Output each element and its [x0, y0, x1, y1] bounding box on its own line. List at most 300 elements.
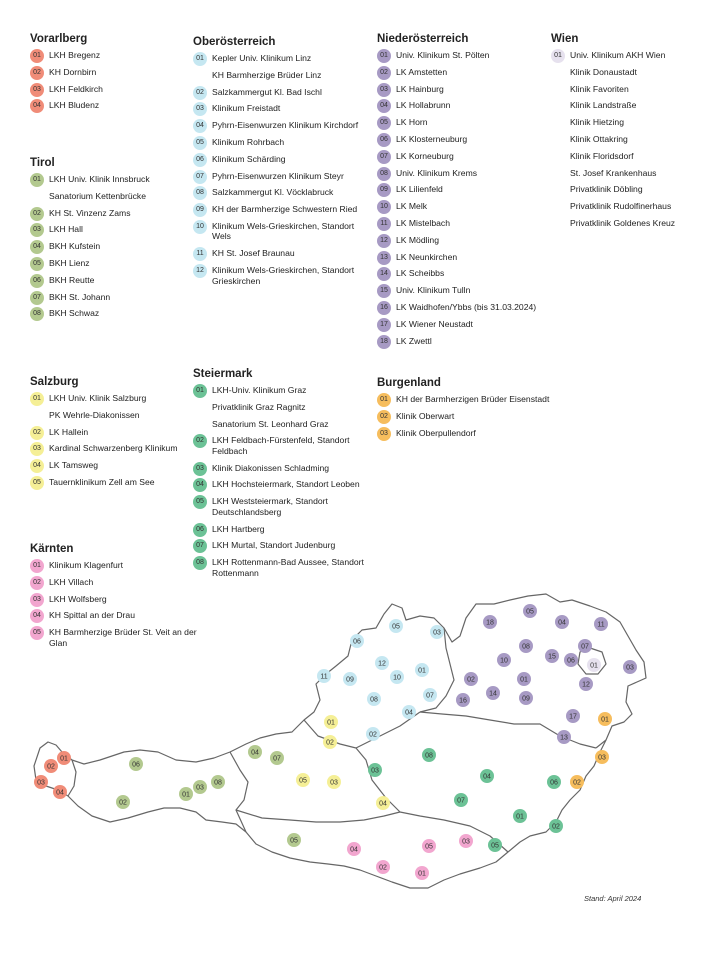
- hospital-number-badge: 17: [377, 318, 391, 332]
- hospital-number-badge: 07: [30, 291, 44, 305]
- hospital-list-item: [193, 120, 368, 131]
- legend-title-tirol: Tirol: [30, 157, 55, 169]
- hospital-number-badge: 07: [193, 170, 207, 184]
- hospital-name: LK Neunkirchen: [396, 251, 458, 262]
- map-marker-niederoesterreich: [594, 617, 608, 631]
- map-marker-label: 02: [552, 823, 560, 831]
- hospital-name: BKH Kufstein: [49, 241, 101, 252]
- map-marker-niederoesterreich: [557, 730, 571, 744]
- map-marker-tirol: [287, 833, 301, 847]
- map-marker-label: 01: [327, 719, 335, 727]
- map-marker-label: 04: [251, 749, 259, 757]
- map-marker-label: 11: [597, 621, 605, 629]
- map-marker-label: 06: [353, 638, 361, 646]
- hospital-name: LKH Feldbach-Fürstenfeld, Standort Feldbach: [212, 435, 350, 456]
- hospital-name: Klinik Oberwart: [396, 410, 455, 421]
- hospital-number-badge: 01: [30, 173, 44, 187]
- hospital-number-badge: 04: [193, 478, 207, 492]
- hospital-number-badge: 03: [30, 223, 44, 237]
- hospital-number-badge: 02: [30, 426, 44, 440]
- hospital-list-item: [30, 241, 205, 252]
- map-marker-oberoesterreich: [389, 619, 403, 633]
- hospital-name: LKH Hartberg: [212, 523, 265, 534]
- hospital-number-badge: 01: [30, 392, 44, 406]
- hospital-list-item: [193, 402, 368, 413]
- map-marker-label: 01: [516, 813, 524, 821]
- hospital-name: LKH Univ. Klinik Innsbruck: [49, 174, 150, 184]
- hospital-name: Pyhrn-Eisenwurzen Klinikum Kirchdorf: [212, 120, 359, 131]
- map-marker-kaernten: [459, 834, 473, 848]
- hospital-name: PK Wehrle-Diakonissen: [49, 409, 140, 420]
- hospital-number-badge: 04: [30, 609, 44, 623]
- hospital-list-item: [193, 265, 368, 286]
- hospital-list-item: [30, 393, 205, 404]
- hospital-list-item: [193, 171, 368, 182]
- hospital-name: LKH Feldkirch: [49, 83, 103, 94]
- hospital-number-badge: 02: [30, 207, 44, 221]
- map-marker-kaernten: [347, 842, 361, 856]
- hospital-list-item: [30, 427, 205, 438]
- map-marker-steiermark: [454, 793, 468, 807]
- map-marker-label: 02: [467, 676, 475, 684]
- map-marker-niederoesterreich: [497, 653, 511, 667]
- hospital-name: LK Tamsweg: [49, 460, 99, 471]
- map-marker-label: 12: [582, 681, 590, 689]
- hospital-number-badge: 03: [193, 462, 207, 476]
- hospital-list-item: [551, 151, 701, 162]
- hospital-list-item: [377, 394, 552, 405]
- hospital-list-item: [377, 100, 552, 111]
- hospital-list-item: [377, 184, 552, 195]
- hospital-number-badge: 02: [30, 66, 44, 80]
- map-marker-tirol: [193, 780, 207, 794]
- hospital-list-item: [30, 258, 205, 269]
- hospital-name: Klinikum Wels-Grieskirchen, Standort Grieskirchen: [212, 265, 355, 286]
- hospital-list-item: [193, 385, 368, 396]
- hospital-number-badge: 12: [193, 264, 207, 278]
- map-marker-label: 10: [393, 674, 401, 682]
- map-marker-oberoesterreich: [366, 727, 380, 741]
- legend-niederoesterreich: [377, 33, 552, 352]
- legend-wien: [551, 33, 701, 235]
- hospital-name: Sanatorium Kettenbrücke: [49, 190, 146, 201]
- hospital-list-item: [30, 560, 205, 571]
- map-marker-label: 05: [491, 842, 499, 850]
- map-marker-tirol: [129, 757, 143, 771]
- map-marker-salzburg: [296, 773, 310, 787]
- map-marker-oberoesterreich: [423, 688, 437, 702]
- hospital-name: St. Josef Krankenhaus: [570, 167, 657, 178]
- map-marker-vorarlberg: [44, 759, 58, 773]
- hospital-list-item: [551, 100, 701, 111]
- hospital-name: Pyhrn-Eisenwurzen Klinikum Steyr: [212, 170, 344, 181]
- hospital-list-item: [377, 84, 552, 95]
- hospital-name: Salzkammergut Kl. Bad Ischl: [212, 86, 322, 97]
- hospital-name: LKH Villach: [49, 576, 94, 587]
- hospital-number-badge: 01: [30, 559, 44, 573]
- hospital-name: Privatklinik Goldenes Kreuz: [570, 217, 676, 228]
- map-marker-label: 15: [548, 653, 556, 661]
- map-marker-oberoesterreich: [415, 663, 429, 677]
- map-marker-label: 18: [486, 619, 494, 627]
- hospital-name: Klinikum Wels-Grieskirchen, Standort Wels: [212, 220, 355, 242]
- map-marker-niederoesterreich: [555, 615, 569, 629]
- hospital-name: LK Scheibbs: [396, 268, 445, 279]
- map-marker-label: 04: [558, 619, 566, 627]
- map-marker-niederoesterreich: [564, 653, 578, 667]
- legend-burgenland: [377, 377, 552, 444]
- legend-title-kaernten: Kärnten: [30, 543, 74, 555]
- hospital-number-badge: 05: [30, 257, 44, 271]
- map-marker-niederoesterreich: [519, 691, 533, 705]
- hospital-name: Klinikum Schärding: [212, 153, 286, 164]
- map-marker-steiermark: [549, 819, 563, 833]
- map-marker-kaernten: [415, 866, 429, 880]
- map-marker-label: 04: [56, 789, 64, 797]
- hospital-list-item: [193, 419, 368, 430]
- hospital-name: KH der Barmherzigen Brüder Eisenstadt: [396, 394, 550, 404]
- hospital-name: Klinik Diakonissen Schladming: [212, 462, 330, 473]
- hospital-number-badge: 01: [377, 393, 391, 407]
- hospital-number-badge: 04: [377, 99, 391, 113]
- border-salzburg-kaernten: [236, 810, 400, 822]
- map-marker-niederoesterreich: [578, 639, 592, 653]
- hospital-name: LKH Murtal, Standort Judenburg: [212, 540, 336, 551]
- hospital-list-item: [377, 252, 552, 263]
- hospital-list-item: [377, 151, 552, 162]
- map-marker-salzburg: [327, 775, 341, 789]
- map-marker-label: 07: [273, 755, 281, 763]
- map-marker-label: 11: [320, 673, 328, 681]
- legend-title-salzburg: Salzburg: [30, 376, 79, 388]
- hospital-list-item: [193, 435, 368, 456]
- legend-steiermark: [193, 368, 368, 584]
- map-marker-label: 05: [392, 623, 400, 631]
- map-marker-label: 09: [522, 695, 530, 703]
- hospital-name: LKH Weststeiermark, Standort Deutschlandsberg: [212, 496, 328, 517]
- map-marker-salzburg: [324, 715, 338, 729]
- map-marker-label: 02: [573, 779, 581, 787]
- map-marker-label: 03: [196, 784, 204, 792]
- map-marker-vorarlberg: [34, 775, 48, 789]
- map-marker-label: 06: [550, 779, 558, 787]
- hospital-list-item: [377, 67, 552, 78]
- hospital-list-item: [551, 84, 701, 95]
- map-marker-label: 04: [379, 800, 387, 808]
- map-marker-label: 04: [405, 709, 413, 717]
- hospital-list-item: [377, 268, 552, 279]
- map-marker-steiermark: [488, 838, 502, 852]
- hospital-list-item: [30, 577, 205, 588]
- hospital-list-item: [30, 174, 205, 185]
- hospital-number-badge: 08: [30, 307, 44, 321]
- map-marker-label: 01: [520, 676, 528, 684]
- hospital-list-item: [30, 100, 205, 111]
- hospital-list-item: [377, 411, 552, 422]
- map-marker-burgenland: [598, 712, 612, 726]
- hospital-name: Kepler Univ. Klinikum Linz: [212, 53, 312, 63]
- hospital-list-item: [377, 428, 552, 439]
- map-marker-oberoesterreich: [402, 705, 416, 719]
- map-marker-wien: [587, 658, 601, 672]
- hospital-number-badge: 05: [193, 495, 207, 509]
- hospital-number-badge: 11: [193, 247, 207, 261]
- hospital-name: LK Zwettl: [396, 335, 432, 346]
- hospital-number-badge: 06: [377, 133, 391, 147]
- hospital-number-badge: 03: [30, 83, 44, 97]
- hospital-list-item: [30, 443, 205, 454]
- hospital-number-badge: 04: [30, 459, 44, 473]
- hospital-list-item: [193, 204, 368, 215]
- hospital-list-item: [551, 184, 701, 195]
- hospital-name: BKH St. Johann: [49, 291, 111, 302]
- hospital-name: LKH Rottenmann-Bad Aussee, Standort Rottenmann: [212, 557, 364, 578]
- hospital-name: LKH Hall: [49, 224, 83, 235]
- hospital-number-badge: 12: [377, 234, 391, 248]
- hospital-list-item: [377, 168, 552, 179]
- map-marker-kaernten: [376, 860, 390, 874]
- hospital-number-badge: 03: [377, 83, 391, 97]
- hospital-name: LKH Bregenz: [49, 50, 101, 60]
- legend-title-steiermark: Steiermark: [193, 368, 253, 380]
- hospital-name: Sanatorium St. Leonhard Graz: [212, 418, 329, 429]
- map-marker-tirol: [116, 795, 130, 809]
- map-marker-niederoesterreich: [483, 615, 497, 629]
- hospital-list-item: [551, 50, 701, 61]
- map-marker-tirol: [248, 745, 262, 759]
- hospital-list-item: [30, 208, 205, 219]
- hospital-name: Klinik Oberpullendorf: [396, 427, 476, 438]
- map-marker-label: 12: [378, 660, 386, 668]
- hospital-list-item: [551, 201, 701, 212]
- hospital-list-item: [30, 460, 205, 471]
- hospital-name: LKH Bludenz: [49, 100, 100, 111]
- map-marker-label: 01: [182, 791, 190, 799]
- hospital-name: BKH Reutte: [49, 274, 95, 285]
- map-marker-label: 07: [426, 692, 434, 700]
- hospital-list-item: [193, 154, 368, 165]
- map-marker-niederoesterreich: [517, 672, 531, 686]
- hospital-name: LKH-Univ. Klinikum Graz: [212, 385, 307, 395]
- hospital-number-badge: 01: [193, 52, 207, 66]
- hospital-list-item: [377, 134, 552, 145]
- hospital-list-item: [551, 117, 701, 128]
- hospital-list: [551, 50, 701, 228]
- hospital-name: KH Barmherzige Brüder Linz: [212, 69, 322, 80]
- hospital-number-badge: 02: [30, 576, 44, 590]
- map-marker-burgenland: [595, 750, 609, 764]
- hospital-name: Klinikum Freistadt: [212, 103, 281, 114]
- map-marker-label: 05: [526, 608, 534, 616]
- map-marker-burgenland: [570, 775, 584, 789]
- map-marker-kaernten: [422, 839, 436, 853]
- hospital-number-badge: 16: [377, 301, 391, 315]
- hospital-list-item: [30, 275, 205, 286]
- hospital-list: [377, 394, 552, 438]
- hospital-name: LK Wiener Neustadt: [396, 318, 473, 329]
- hospital-list-item: [30, 292, 205, 303]
- hospital-list: [193, 385, 368, 578]
- hospital-name: LKH Wolfsberg: [49, 593, 107, 604]
- map-marker-label: 02: [47, 763, 55, 771]
- hospital-name: KH Barmherzige Brüder St. Veit an der Glan: [49, 627, 197, 648]
- hospital-list-item: [193, 496, 368, 517]
- border-vorarlberg-tirol: [68, 760, 76, 796]
- map-marker-salzburg: [376, 796, 390, 810]
- hospital-name: LK Korneuburg: [396, 150, 454, 161]
- map-marker-oberoesterreich: [367, 692, 381, 706]
- hospital-name: LK Mistelbach: [396, 217, 450, 228]
- hospital-name: Kardinal Schwarzenberg Klinikum: [49, 443, 178, 454]
- hospital-name: Klinik Hietzing: [570, 117, 624, 128]
- hospital-name: LK Melk: [396, 201, 428, 212]
- hospital-list-item: [30, 67, 205, 78]
- map-marker-label: 07: [457, 797, 465, 805]
- map-marker-label: 16: [459, 697, 467, 705]
- map-marker-oberoesterreich: [350, 634, 364, 648]
- map-marker-oberoesterreich: [317, 669, 331, 683]
- austria-outline: [34, 594, 646, 888]
- map-marker-salzburg: [323, 735, 337, 749]
- hospital-number-badge: 03: [377, 427, 391, 441]
- map-marker-label: 03: [330, 779, 338, 787]
- map-marker-label: 03: [462, 838, 470, 846]
- hospital-list-item: [30, 410, 205, 421]
- map-marker-steiermark: [480, 769, 494, 783]
- hospital-list: [193, 53, 368, 286]
- hospital-name: Klinik Donaustadt: [570, 66, 637, 77]
- map-marker-label: 03: [371, 767, 379, 775]
- hospital-name: Klinikum Klagenfurt: [49, 560, 124, 570]
- map-marker-label: 03: [598, 754, 606, 762]
- hospital-number-badge: 01: [551, 49, 565, 63]
- map-marker-label: 14: [489, 690, 497, 698]
- hospital-list-item: [193, 187, 368, 198]
- hospital-list: [30, 50, 205, 111]
- map-marker-label: 02: [326, 739, 334, 747]
- hospital-list-item: [193, 53, 368, 64]
- hospital-list-item: [193, 524, 368, 535]
- map-marker-label: 03: [626, 664, 634, 672]
- hospital-number-badge: 09: [377, 183, 391, 197]
- hospital-name: Univ. Klinikum St. Pölten: [396, 50, 490, 60]
- hospital-number-badge: 05: [193, 136, 207, 150]
- hospital-list-item: [30, 224, 205, 235]
- hospital-name: Klinik Landstraße: [570, 100, 637, 111]
- hospital-number-badge: 04: [30, 240, 44, 254]
- hospital-number-badge: 08: [193, 556, 207, 570]
- map-marker-niederoesterreich: [464, 672, 478, 686]
- hospital-number-badge: 07: [193, 539, 207, 553]
- hospital-number-badge: 18: [377, 335, 391, 349]
- hospital-number-badge: 09: [193, 203, 207, 217]
- map-marker-label: 06: [567, 657, 575, 665]
- hospital-name: Univ. Klinikum AKH Wien: [570, 50, 666, 60]
- hospital-number-badge: 06: [30, 274, 44, 288]
- map-marker-label: 08: [214, 779, 222, 787]
- map-marker-niederoesterreich: [566, 709, 580, 723]
- legend-tirol: [30, 157, 205, 325]
- map-marker-label: 10: [500, 657, 508, 665]
- hospital-number-badge: 01: [377, 49, 391, 63]
- map-marker-niederoesterreich: [519, 639, 533, 653]
- hospital-list-item: [377, 218, 552, 229]
- hospital-name: Klinik Floridsdorf: [570, 150, 634, 161]
- hospital-number-badge: 06: [193, 153, 207, 167]
- hospital-name: LK Hallein: [49, 426, 89, 437]
- hospital-name: Univ. Klinikum Tulln: [396, 285, 471, 296]
- hospital-name: Klinik Ottakring: [570, 133, 628, 144]
- hospital-number-badge: 10: [193, 220, 207, 234]
- legend-oberoesterreich: [193, 36, 368, 292]
- map-marker-steiermark: [368, 763, 382, 777]
- hospital-list-item: [193, 540, 368, 551]
- map-marker-label: 02: [119, 799, 127, 807]
- map-marker-label: 04: [350, 846, 358, 854]
- hospital-name: LK Horn: [396, 117, 428, 128]
- map-marker-oberoesterreich: [390, 670, 404, 684]
- hospital-number-badge: 03: [30, 593, 44, 607]
- map-marker-niederoesterreich: [623, 660, 637, 674]
- hospital-list-item: [193, 137, 368, 148]
- map-marker-label: 03: [433, 629, 441, 637]
- legend-title-wien: Wien: [551, 33, 579, 45]
- map-marker-label: 05: [425, 843, 433, 851]
- legend-title-niederoesterreich: Niederösterreich: [377, 33, 469, 45]
- legend-title-vorarlberg: Vorarlberg: [30, 33, 88, 45]
- hospital-list-item: [193, 87, 368, 98]
- hospital-number-badge: 08: [193, 186, 207, 200]
- map-marker-niederoesterreich: [486, 686, 500, 700]
- map-marker-label: 01: [60, 755, 68, 763]
- map-marker-label: 08: [425, 752, 433, 760]
- hospital-list-item: [377, 235, 552, 246]
- hospital-name: LK Waidhofen/Ybbs (bis 31.03.2024): [396, 301, 537, 312]
- hospital-list-item: [377, 302, 552, 313]
- map-marker-steiermark: [422, 748, 436, 762]
- hospital-name: Salzkammergut Kl. Vöcklabruck: [212, 187, 334, 198]
- hospital-list-item: [193, 103, 368, 114]
- hospital-name: LKH Hochsteiermark, Standort Leoben: [212, 479, 360, 490]
- hospital-list-item: [377, 201, 552, 212]
- hospital-number-badge: 02: [193, 86, 207, 100]
- hospital-name: Klinikum Rohrbach: [212, 136, 285, 147]
- legend-salzburg: [30, 376, 205, 494]
- hospital-list-item: [30, 308, 205, 319]
- hospital-list: [30, 393, 205, 487]
- hospital-number-badge: 01: [30, 49, 44, 63]
- hospital-name: Privatklinik Döbling: [570, 184, 643, 195]
- map-marker-vorarlberg: [57, 751, 71, 765]
- hospital-number-badge: 13: [377, 251, 391, 265]
- hospital-list-item: [30, 50, 205, 61]
- hospital-list-item: [193, 248, 368, 259]
- hospital-markers: [34, 604, 637, 880]
- hospital-number-badge: 14: [377, 267, 391, 281]
- hospital-list-item: [193, 221, 368, 242]
- map-marker-label: 01: [418, 667, 426, 675]
- austria-map: [0, 590, 720, 910]
- legend-vorarlberg: [30, 33, 205, 117]
- hospital-number-badge: 10: [377, 200, 391, 214]
- hospital-number-badge: 05: [377, 116, 391, 130]
- map-marker-label: 05: [299, 777, 307, 785]
- hospital-list-item: [551, 134, 701, 145]
- map-marker-label: 17: [569, 713, 577, 721]
- hospital-list: [377, 50, 552, 346]
- map-marker-steiermark: [547, 775, 561, 789]
- map-marker-label: 06: [132, 761, 140, 769]
